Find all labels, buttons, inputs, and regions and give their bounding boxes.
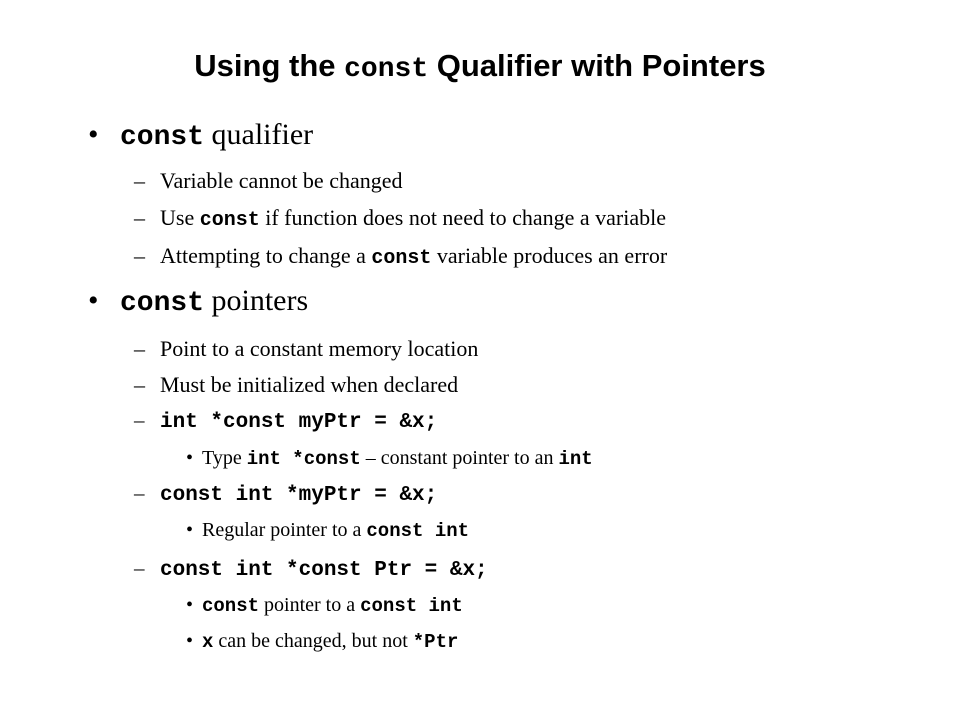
slide-title bbox=[0, 48, 960, 85]
sub-item-code-const-int-const-ptr bbox=[134, 556, 488, 582]
title-code: const bbox=[344, 54, 429, 85]
dash-icon: – bbox=[134, 205, 145, 230]
bullet-icon: • bbox=[186, 519, 194, 541]
sub-item-code-const-int-ptr bbox=[134, 481, 437, 507]
text-middle: – constant pointer to an bbox=[360, 447, 559, 469]
text-before: Regular pointer to a bbox=[202, 519, 367, 541]
bullet-text: qualifier bbox=[204, 118, 314, 151]
sub-item-code: const bbox=[199, 209, 260, 232]
sub-item-text-after: variable produces an error bbox=[431, 243, 668, 268]
bullet-text: pointers bbox=[204, 284, 309, 317]
code-line: int *const myPtr = &x; bbox=[160, 411, 438, 434]
text-before: Type bbox=[202, 447, 247, 469]
code-span: int *const bbox=[246, 448, 361, 470]
sub-item-text-before: Attempting to change a bbox=[160, 243, 372, 268]
sub-item-attempting-change bbox=[134, 243, 667, 270]
code-span: const int bbox=[366, 520, 470, 542]
title-text-after: Qualifier with Pointers bbox=[428, 48, 766, 83]
sub-item-must-initialize bbox=[134, 372, 458, 398]
dash-icon: – bbox=[134, 408, 145, 432]
code-span: x bbox=[202, 631, 214, 653]
sub-item-use-const bbox=[134, 205, 666, 232]
code-line: const int *myPtr = &x; bbox=[160, 484, 438, 507]
dash-icon: – bbox=[134, 556, 145, 580]
sub-item-text: Point to a constant memory location bbox=[160, 336, 479, 361]
bullet-code: const bbox=[120, 122, 205, 153]
sub-item-text-after: if function does not need to change a variable bbox=[259, 205, 666, 230]
bullet-icon: • bbox=[186, 594, 194, 616]
sub-item-text: Must be initialized when declared bbox=[160, 372, 459, 397]
sub-sub-item-regular-pointer bbox=[186, 519, 469, 542]
sub-item-text: Variable cannot be changed bbox=[160, 168, 403, 193]
dash-icon: – bbox=[134, 336, 145, 361]
text-middle: can be changed, but not bbox=[213, 630, 413, 652]
title-text-before: Using the bbox=[194, 48, 345, 83]
bullet-icon: • bbox=[88, 118, 99, 151]
dash-icon: – bbox=[134, 243, 145, 268]
sub-item-code: const bbox=[371, 247, 432, 270]
dash-icon: – bbox=[134, 372, 145, 397]
text-middle: pointer to a bbox=[259, 594, 361, 616]
bullet-icon: • bbox=[88, 284, 99, 317]
code-span: *Ptr bbox=[412, 631, 459, 653]
bullet-code: const bbox=[120, 288, 205, 319]
code-span: const int bbox=[360, 595, 463, 617]
bullet-icon: • bbox=[186, 630, 194, 652]
sub-item-variable-cannot-change bbox=[134, 168, 403, 194]
sub-sub-item-const-pointer bbox=[186, 594, 463, 617]
dash-icon: – bbox=[134, 168, 145, 193]
dash-icon: – bbox=[134, 481, 145, 505]
code-span: const bbox=[202, 595, 260, 617]
bullet-const-pointers bbox=[88, 284, 308, 319]
bullet-icon: • bbox=[186, 447, 194, 469]
sub-sub-item-x-can-change bbox=[186, 630, 458, 653]
sub-item-code-int-const-ptr bbox=[134, 408, 437, 434]
bullet-const-qualifier bbox=[88, 118, 313, 153]
sub-item-text-before: Use bbox=[160, 205, 200, 230]
code-span: int bbox=[558, 448, 593, 470]
sub-item-point-to-constant bbox=[134, 336, 478, 362]
sub-sub-item-type bbox=[186, 447, 593, 470]
code-line: const int *const Ptr = &x; bbox=[160, 559, 488, 582]
